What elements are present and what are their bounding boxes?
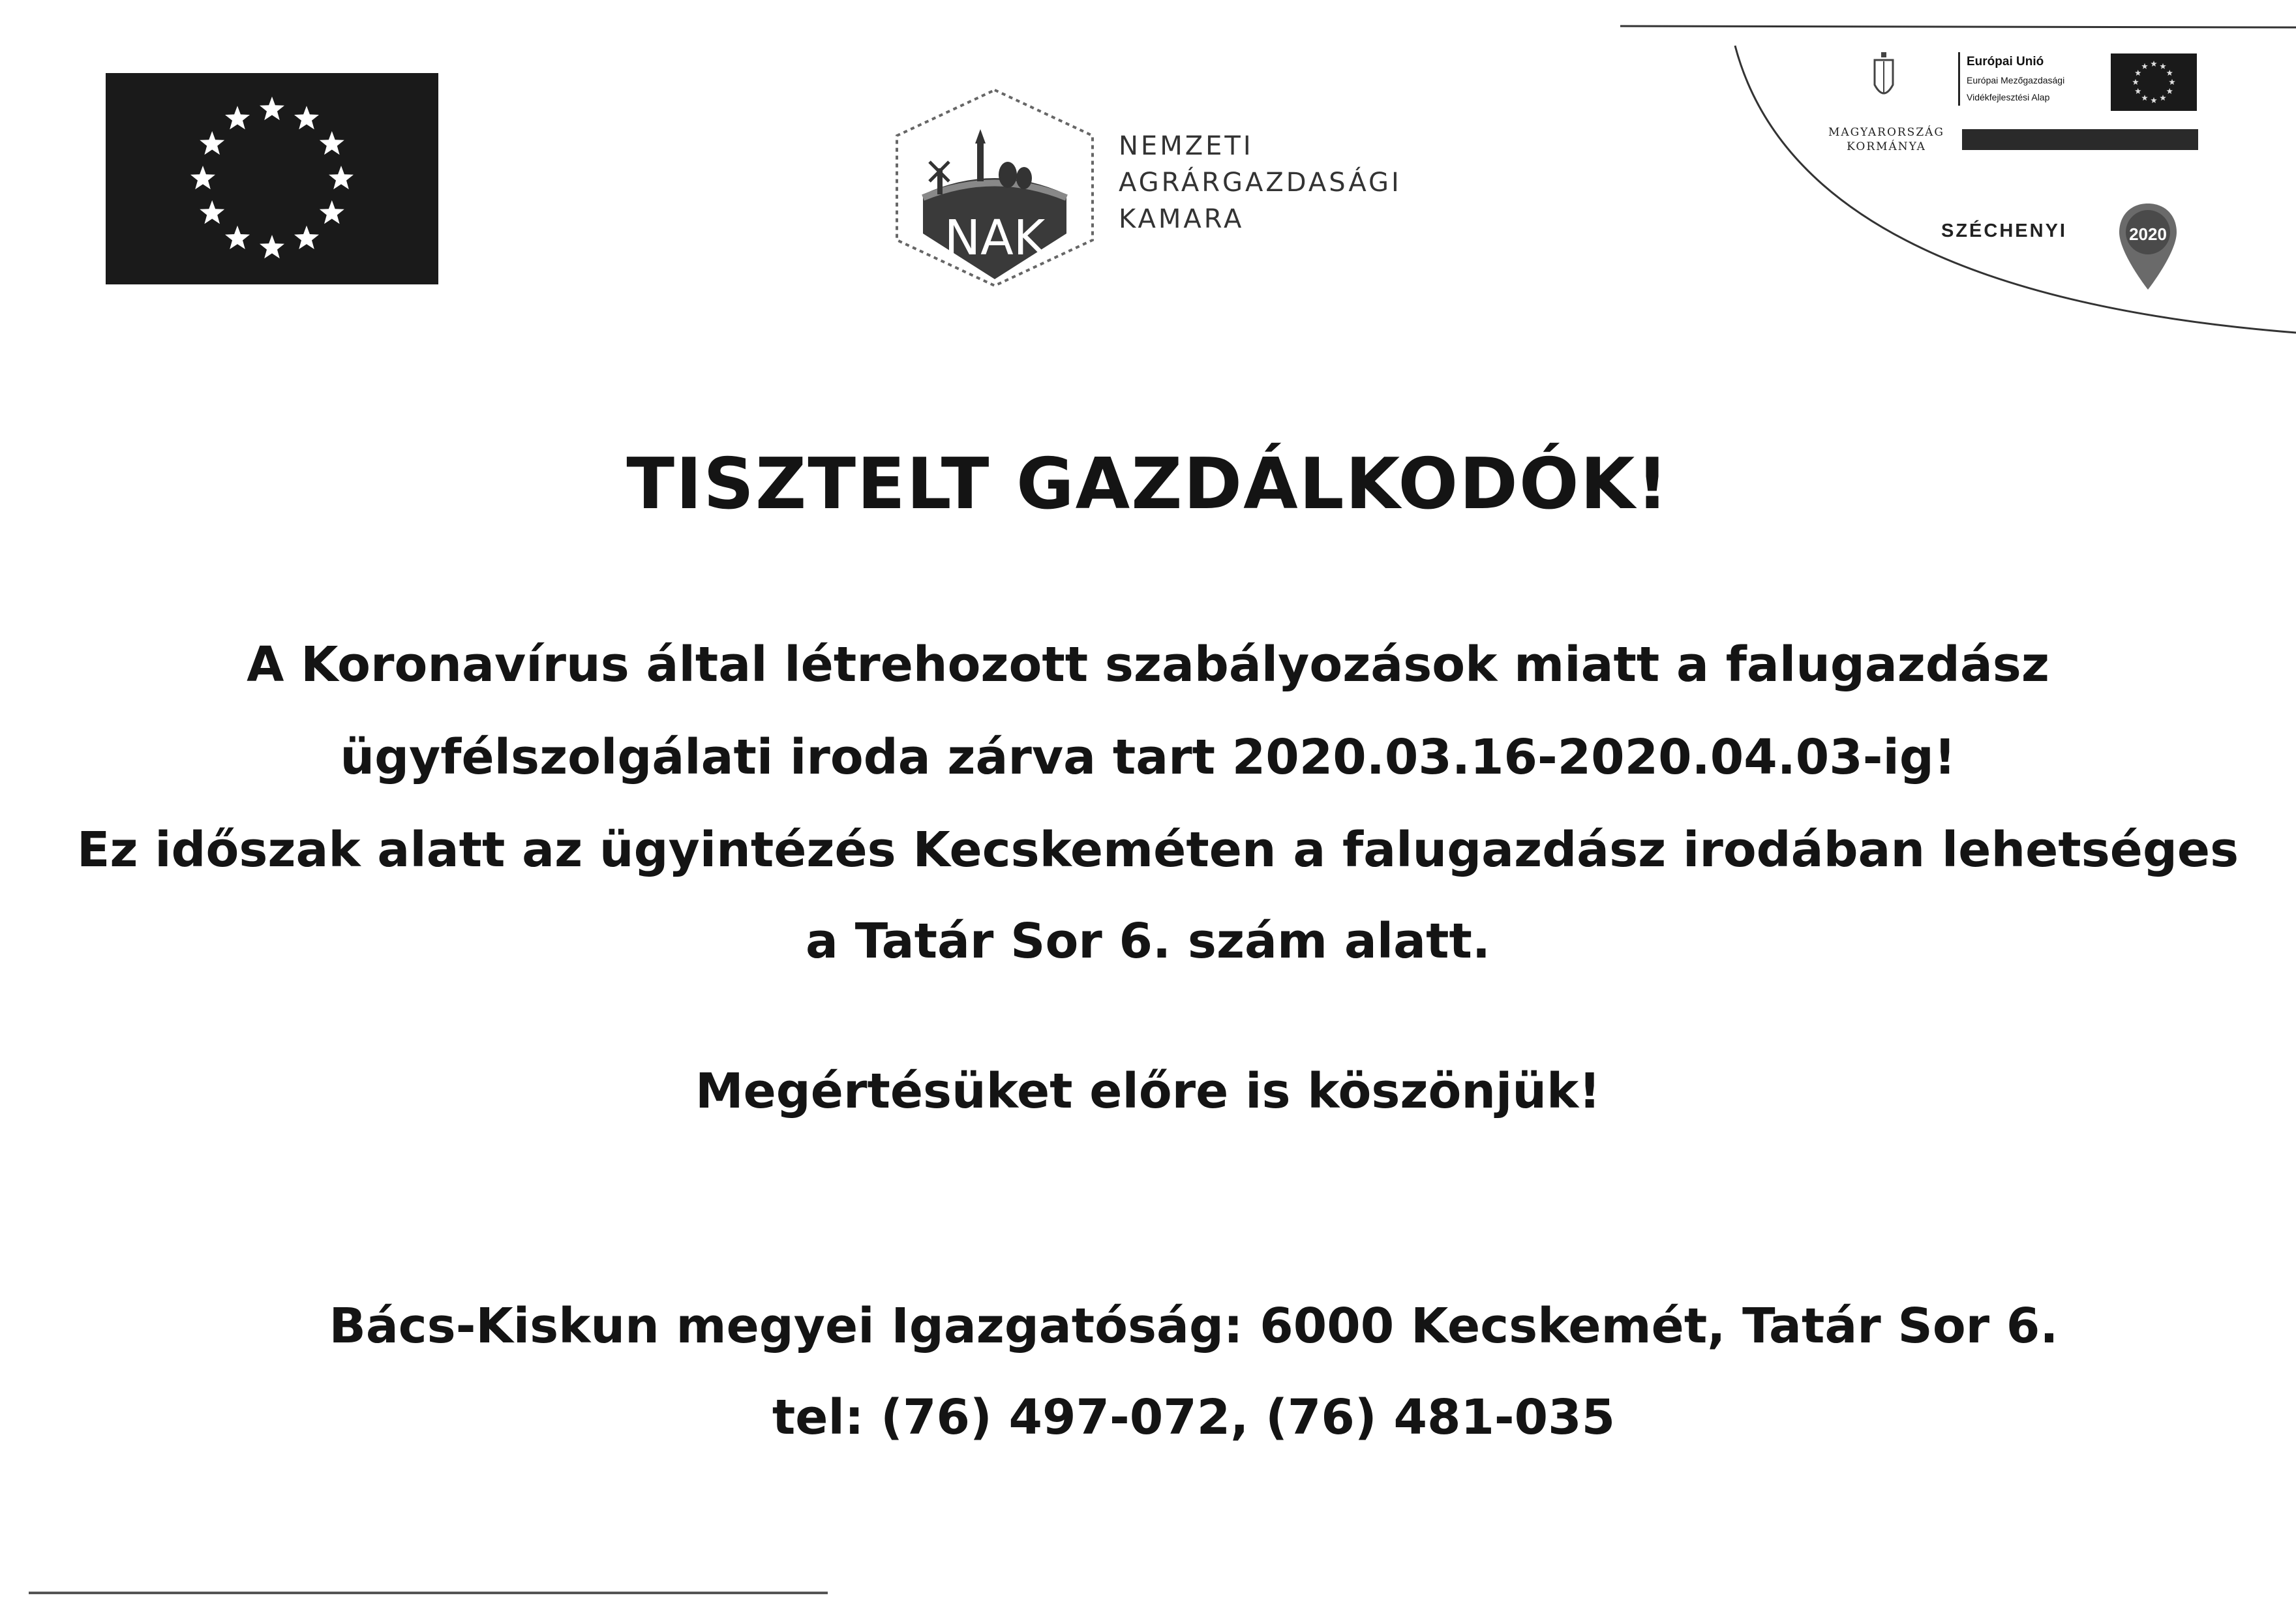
government-coat-of-arms-icon — [1872, 52, 1896, 103]
notice-line-4: a Tatár Sor 6. szám alatt. — [806, 913, 1490, 969]
star-icon — [225, 106, 250, 129]
star-icon — [200, 131, 224, 155]
star-icon — [2135, 70, 2141, 76]
nak-name-line-1: NEMZETI — [1119, 131, 1254, 161]
star-icon — [2167, 88, 2173, 94]
star-icon — [329, 166, 354, 189]
eu-flag-small-logo — [2111, 53, 2197, 111]
star-icon — [294, 106, 319, 129]
government-line-2: KORMÁNYA — [1847, 140, 1926, 153]
notice-title: TISZTELT GAZDÁLKODÓK! — [626, 444, 1670, 525]
eu-flag-logo — [106, 73, 438, 284]
eu-stars-icon — [106, 73, 438, 284]
star-icon — [260, 235, 284, 258]
szechenyi-year: 2020 — [2129, 224, 2167, 244]
government-name — [1808, 125, 1965, 154]
star-icon — [200, 200, 224, 224]
nak-name-line-2: AGRÁRGAZDASÁGI — [1119, 168, 1402, 198]
star-icon — [2132, 79, 2139, 85]
star-icon — [2135, 88, 2141, 94]
star-icon — [320, 131, 344, 155]
star-icon — [2169, 79, 2175, 85]
szechenyi-2020-pin-icon — [2117, 201, 2179, 292]
szechenyi-label: SZÉCHENYI — [1941, 220, 2067, 241]
bottom-divider — [29, 1592, 828, 1594]
star-icon — [2141, 63, 2148, 69]
notice-thanks: Megértésüket előre is köszönjük! — [695, 1063, 1601, 1119]
star-icon — [294, 226, 319, 249]
nak-name-line-3: KAMARA — [1119, 204, 1245, 234]
star-icon — [2160, 63, 2166, 69]
funding-banner-bar — [1962, 129, 2198, 150]
office-phone: tel: (76) 497-072, (76) 481-035 — [772, 1389, 1616, 1445]
star-icon — [2151, 61, 2157, 67]
office-address: Bács-Kiskun megyei Igazgatóság: 6000 Kecskemét, Tatár Sor 6. — [329, 1298, 2059, 1354]
star-icon — [2151, 97, 2157, 103]
eu-fund-title: Európai Unió — [1967, 55, 2044, 68]
star-icon — [2141, 95, 2148, 100]
star-icon — [2160, 95, 2166, 100]
eu-fund-line-3: Vidékfejlesztési Alap — [1967, 92, 2050, 102]
notice-line-2: ügyfélszolgálati iroda zárva tart 2020.03.16-2020.04.03-ig! — [340, 729, 1956, 785]
eu-fund-label — [1958, 52, 2064, 106]
star-icon — [260, 97, 284, 120]
star-icon — [190, 166, 215, 189]
star-icon — [2167, 70, 2173, 76]
notice-line-1: A Koronavírus által létrehozott szabályozások miatt a falugazdász — [247, 637, 2049, 693]
nak-abbr: NAK — [944, 210, 1046, 266]
nak-name — [1119, 128, 1402, 237]
star-icon — [225, 226, 250, 249]
eu-stars-small-icon — [2111, 53, 2197, 111]
eu-fund-line-2: Európai Mezőgazdasági — [1967, 75, 2065, 85]
nak-logo — [884, 83, 1106, 292]
notice-line-3: Ez időszak alatt az ügyintézés Kecskeméten a falugazdász irodában lehetséges — [76, 822, 2239, 878]
star-icon — [320, 200, 344, 224]
government-line-1: MAGYARORSZÁG — [1828, 126, 1944, 139]
